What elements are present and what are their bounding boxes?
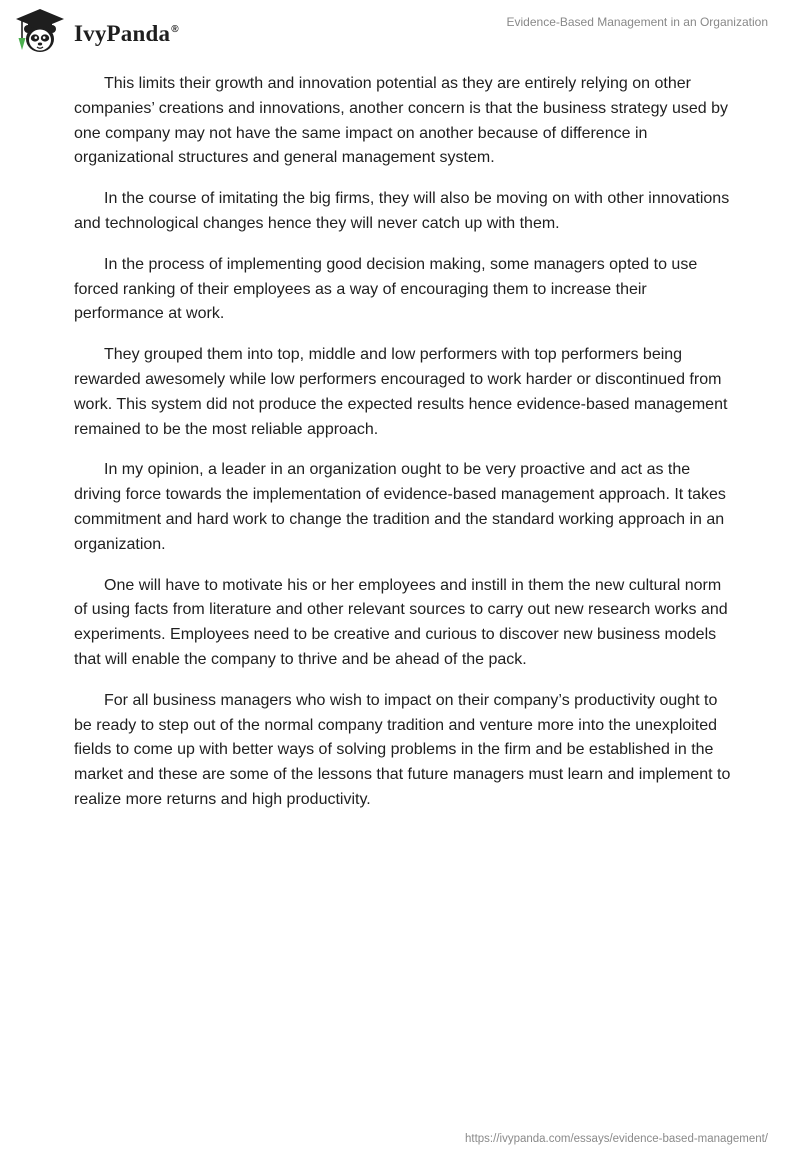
paragraph: They grouped them into top, middle and low performers with top performers being rewarded awesomely while low performers encouraged to work harder or discontinued from work. This system did not produce the expected results hence evidence-based management remained to be the most reliable approach. <box>74 346 728 438</box>
paragraph: In the process of implementing good decision making, some managers opted to use forced ranking of their employees as a way of encouraging them to increase their performance at work. <box>74 255 698 323</box>
page-header <box>0 0 800 60</box>
panda-graduation-cap-icon <box>14 8 66 56</box>
source-url[interactable]: https://ivypanda.com/essays/evidence-based-management/ <box>465 1133 768 1145</box>
paragraph: One will have to motivate his or her employees and instill in them the new cultural norm of using facts from literature and other relevant sources to carry out new research works and experiments. Employees need to be creative and curious to discover new business models that will enable the company to thrive and be ahead of the pack. <box>74 576 728 668</box>
paragraph: This limits their growth and innovation potential as they are entirely relying on other companies’ creations and innovations, another concern is that the business strategy used by one company may not have the same impact on another because of difference in organizational structures and general management system. <box>74 75 729 167</box>
registered-mark: ® <box>171 24 179 36</box>
document-title: Evidence-Based Management in an Organization <box>506 15 768 29</box>
paragraph: In the course of imitating the big firms, they will also be moving on with other innovations and technological changes hence they will never catch up with them. <box>74 190 730 232</box>
brand-name: IvyPanda® <box>74 21 179 46</box>
ivypanda-logo[interactable] <box>14 8 179 56</box>
essay-body <box>74 72 734 829</box>
paragraph: For all business managers who wish to impact on their company’s productivity ought to be ready to step out of the normal company tradition and venture more into the unexploited fields to come up with better ways of solving problems in the firm and be established in the market and these are some of the lessons that future managers must learn and implement to realize more returns and high productivity. <box>74 691 731 808</box>
paragraph: In my opinion, a leader in an organization ought to be very proactive and act as the driving force towards the implementation of evidence-based management approach. It takes commitment and hard work to change the tradition and the standard working approach in an organization. <box>74 461 726 553</box>
